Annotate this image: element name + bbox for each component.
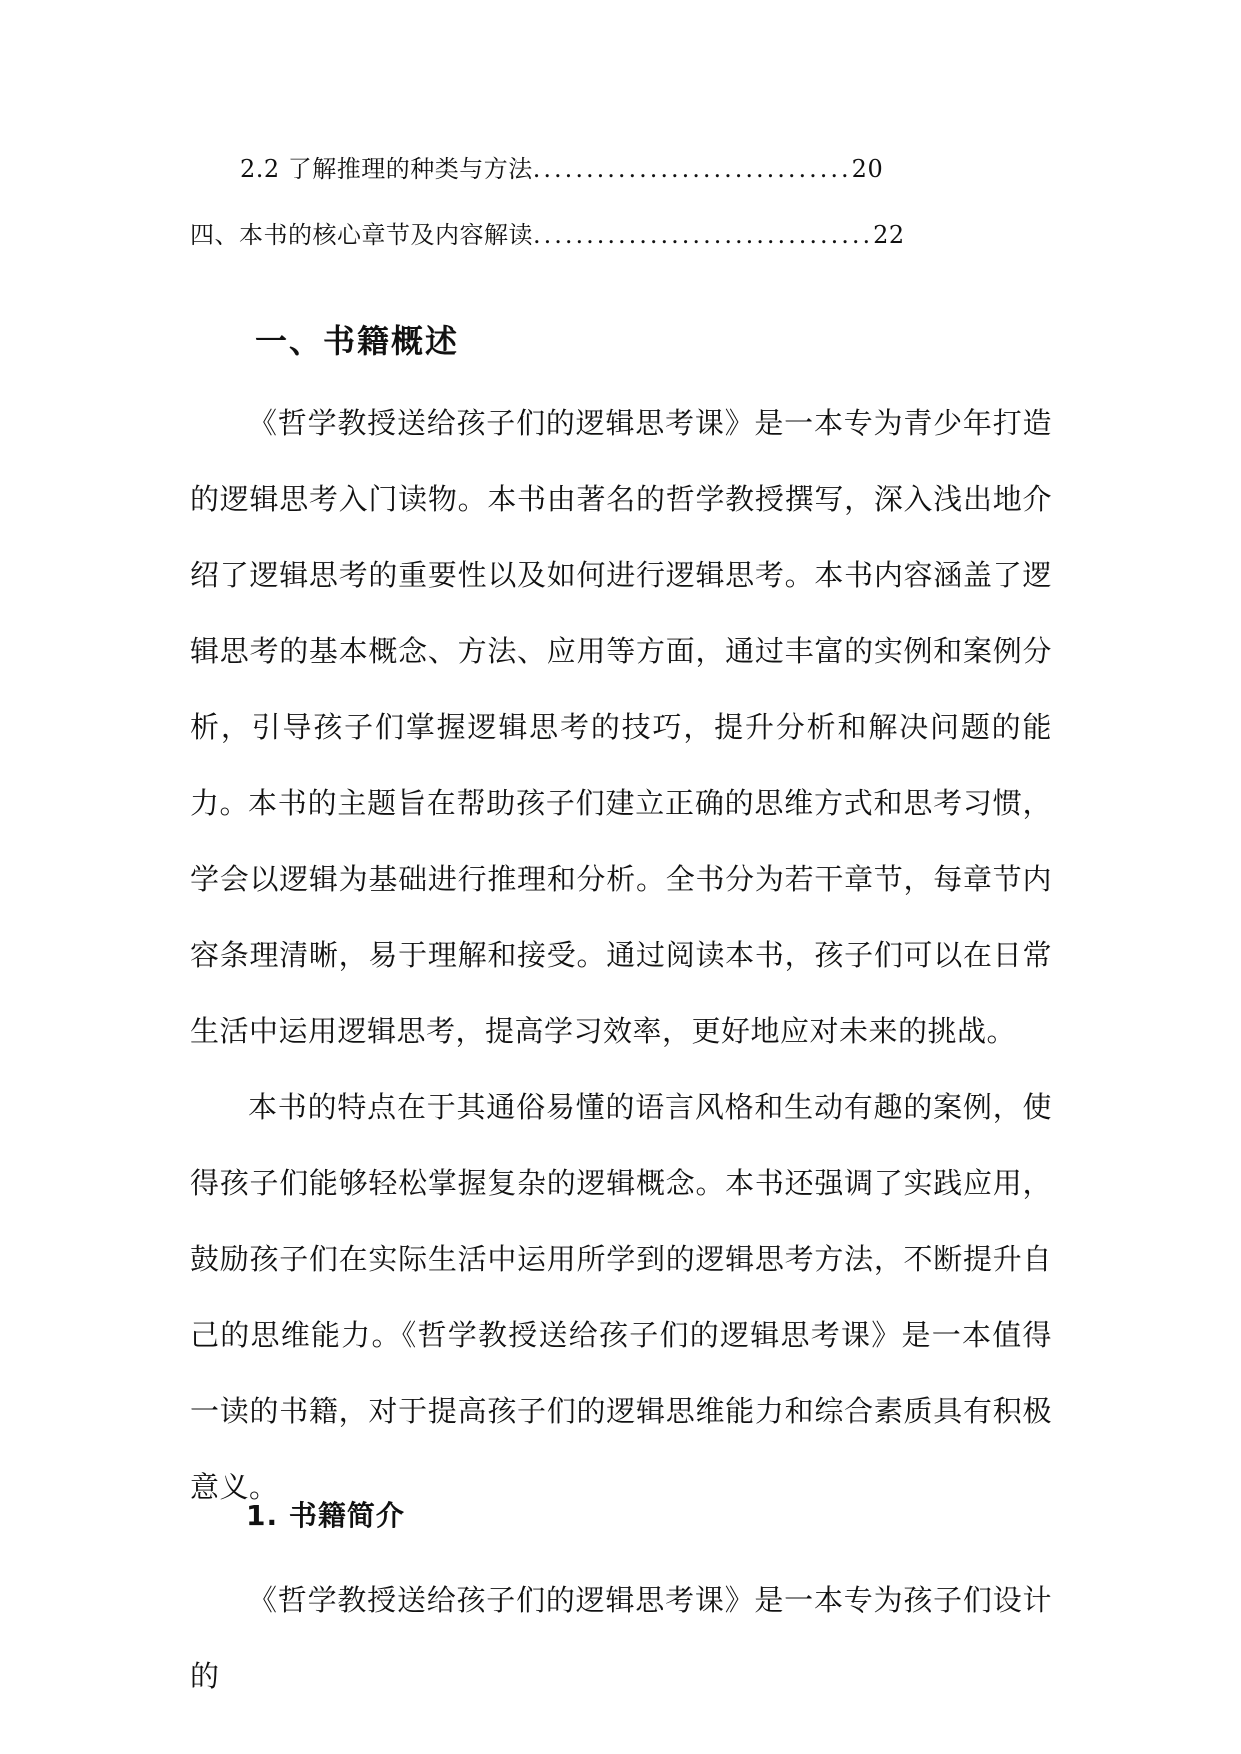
toc-page-number: 22 [873, 221, 905, 249]
toc-entry-label: 四、本书的核心章节及内容解读 [190, 221, 533, 249]
subsection-heading: 1. 书籍简介 [246, 1499, 405, 1532]
toc-entry-label: 2.2 了解推理的种类与方法 [240, 155, 533, 183]
toc-entry[interactable] [190, 220, 905, 250]
toc-leader-dots: .............................. [532, 155, 852, 183]
section-heading: 一、书籍概述 [255, 322, 460, 360]
toc-page-number: 20 [851, 155, 884, 183]
toc-entry[interactable] [240, 154, 883, 184]
body-paragraph: 本书的特点在于其通俗易懂的语言风格和生动有趣的案例，使得孩子们能够轻松掌握复杂的逻辑概念。本书还强调了实践应用，鼓励孩子们在实际生活中运用所学到的逻辑思考方法，不断提升自己的思维能力。《哲学教授送给孩子们的逻辑思考课》是一本值得一读的书籍，对于提高孩子们的逻辑思维能力和综合素质具有积极意义。 [190, 1090, 1052, 1504]
body-paragraph: 《哲学教授送给孩子们的逻辑思考课》是一本专为孩子们设计的 [190, 1583, 1052, 1693]
toc-leader-dots: ................................ [533, 221, 874, 249]
body-paragraph: 本书的主题旨在帮助孩子们建立正确的思维方式和思考习惯，学会以逻辑为基础进行推理和分析。全书分为若干章节，每章节内容条理清晰，易于理解和接受。通过阅读本书，孩子们可以在日常生活中运用逻辑思考，提高学习效率，更好地应对未来的挑战。 [190, 786, 1052, 1048]
body-paragraph: 《哲学教授送给孩子们的逻辑思考课》是一本专为青少年打造的逻辑思考入门读物。本书由著名的哲学教授撰写，深入浅出地介绍了逻辑思考的重要性以及如何进行逻辑思考。本书内容涵盖了逻辑思考的基本概念、方法、应用等方面，通过丰富的实例和案例分析，引导孩子们掌握逻辑思考的技巧，提升分析和解决问题的能力。 [190, 406, 1052, 820]
